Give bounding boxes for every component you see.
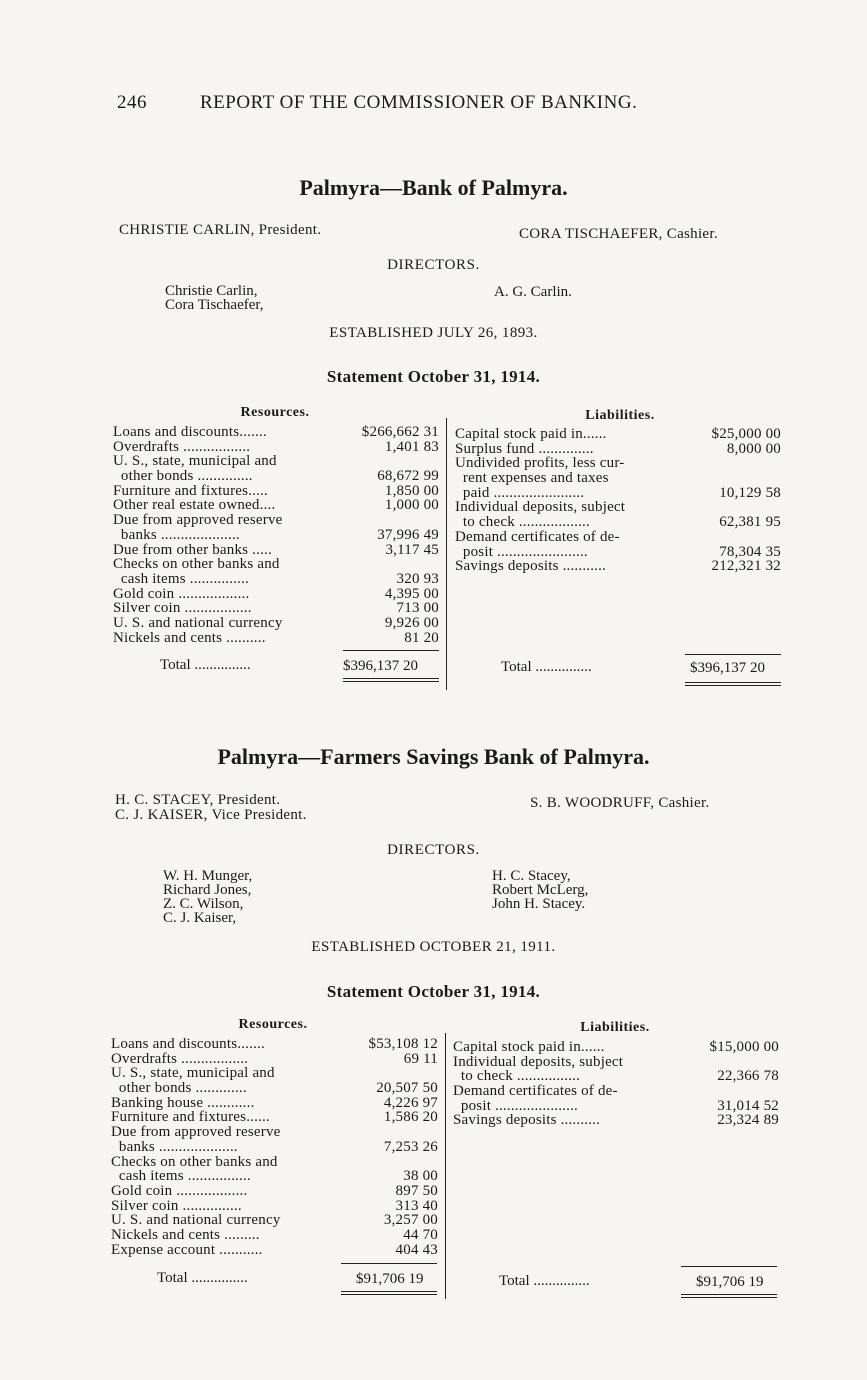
- row-amount: $15,000 00: [709, 1039, 779, 1055]
- row-label: to check ..................: [455, 514, 590, 531]
- row-label: posit .....................: [453, 1097, 578, 1114]
- row-amount: $53,108 12: [368, 1036, 438, 1052]
- table-row: [453, 1040, 779, 1055]
- row-label: Expense account ...........: [111, 1241, 263, 1258]
- director-name: H. C. Stacey,: [492, 868, 571, 884]
- subtotal-rule: [685, 654, 781, 655]
- row-amount: 10,129 58: [719, 484, 781, 501]
- table-row: [113, 454, 439, 469]
- row-label: Capital stock paid in......: [453, 1039, 605, 1055]
- row-label: Loans and discounts.......: [113, 424, 267, 440]
- row-amount: 38 00: [403, 1168, 438, 1185]
- row-amount: $25,000 00: [711, 426, 781, 442]
- row-label: Furniture and fixtures.....: [113, 482, 268, 499]
- bank-1-resources-table: [113, 425, 439, 645]
- table-row: [113, 469, 439, 484]
- row-amount: 44 70: [403, 1226, 438, 1243]
- row-label: Gold coin ..................: [113, 585, 250, 602]
- row-amount: 23,324 89: [717, 1112, 779, 1129]
- row-amount: 7,253 26: [383, 1138, 438, 1155]
- row-label: Checks on other banks and: [113, 556, 280, 573]
- row-label: to check ................: [453, 1068, 581, 1085]
- row-label: Furniture and fixtures......: [111, 1109, 270, 1126]
- bank-2-resources-table: [111, 1037, 438, 1257]
- running-head: REPORT OF THE COMMISSIONER OF BANKING.: [200, 92, 638, 113]
- row-label: Capital stock paid in......: [455, 426, 607, 442]
- total-double-rule: [341, 1291, 437, 1295]
- row-amount: 69 11: [403, 1050, 438, 1067]
- director-name: Cora Tischaefer,: [165, 297, 264, 313]
- director-name: Christie Carlin,: [165, 283, 258, 299]
- row-label: Banking house ............: [111, 1094, 255, 1111]
- row-label: Nickels and cents .........: [111, 1226, 260, 1243]
- table-row: [113, 572, 439, 587]
- table-row: [455, 559, 781, 574]
- row-label: Demand certificates of de-: [455, 528, 620, 545]
- bank-1-directors-right: [494, 285, 572, 299]
- table-row: [111, 1081, 438, 1096]
- bank-1-liabilities-total: $396,137 20: [690, 660, 765, 676]
- row-amount: 81 20: [404, 629, 439, 646]
- table-row: [113, 631, 439, 646]
- row-label: Savings deposits ..........: [453, 1112, 601, 1129]
- row-amount: 3,117 45: [385, 541, 439, 558]
- row-label: Other real estate owned....: [113, 497, 276, 514]
- table-row: [453, 1113, 779, 1128]
- row-amount: 68,672 99: [377, 468, 439, 485]
- row-label: Gold coin ..................: [111, 1182, 248, 1199]
- table-row: [111, 1140, 438, 1155]
- table-row: [113, 498, 439, 513]
- row-amount: 31,014 52: [717, 1097, 779, 1114]
- row-amount: 212,321 32: [711, 558, 781, 575]
- table-row: [113, 528, 439, 543]
- total-double-rule: [343, 678, 439, 682]
- row-amount: 1,401 83: [384, 438, 439, 455]
- bank-2-directors-left: [163, 869, 252, 925]
- subtotal-rule: [681, 1266, 777, 1267]
- bank-1-resources-total: $396,137 20: [343, 658, 418, 674]
- row-label: posit .......................: [455, 543, 588, 560]
- row-label: U. S., state, municipal and: [113, 453, 277, 470]
- row-label: Nickels and cents ..........: [113, 629, 266, 646]
- bank-1-established: ESTABLISHED JULY 26, 1893.: [329, 325, 538, 341]
- row-label: Individual deposits, subject: [455, 499, 626, 516]
- table-row: [111, 1228, 438, 1243]
- row-amount: 313 40: [395, 1197, 438, 1214]
- table-row: [111, 1243, 438, 1258]
- bank-1-cashier: CORA TISCHAEFER, Cashier.: [519, 226, 718, 242]
- bank-1-directors-heading: DIRECTORS.: [387, 257, 480, 273]
- row-label: U. S. and national currency: [111, 1212, 281, 1229]
- row-label: other bonds ..............: [113, 468, 253, 485]
- bank-1-directors-left: [165, 284, 264, 312]
- row-amount: 3,257 00: [383, 1212, 438, 1229]
- bank-1-president: CHRISTIE CARLIN, President.: [119, 222, 322, 238]
- bank-1-liabilities-table: [455, 427, 781, 574]
- table-row: [113, 601, 439, 616]
- row-label: banks ....................: [111, 1138, 238, 1155]
- table-row: [111, 1184, 438, 1199]
- row-label: Silver coin ...............: [111, 1197, 242, 1214]
- table-row: [111, 1169, 438, 1184]
- table-row: [111, 1199, 438, 1214]
- table-row: [453, 1069, 779, 1084]
- row-label: Due from approved reserve: [113, 512, 283, 529]
- row-label: rent expenses and taxes: [455, 470, 609, 487]
- row-amount: 9,926 00: [384, 614, 439, 631]
- row-amount: 22,366 78: [717, 1068, 779, 1085]
- total-double-rule: [681, 1294, 777, 1298]
- column-divider: [445, 1033, 446, 1299]
- director-name: C. J. Kaiser,: [163, 910, 237, 926]
- column-divider: [446, 418, 447, 690]
- bank-2-resources-total-label: Total ...............: [157, 1270, 248, 1286]
- table-row: [453, 1099, 779, 1114]
- row-amount: 713 00: [396, 600, 439, 617]
- table-row: [113, 543, 439, 558]
- row-amount: 897 50: [395, 1182, 438, 1199]
- row-label: paid .......................: [455, 484, 585, 501]
- table-row: [113, 587, 439, 602]
- table-row: [113, 425, 439, 440]
- table-row: [453, 1055, 779, 1070]
- row-label: U. S. and national currency: [113, 614, 283, 631]
- bank-1-liabilities-heading: Liabilities.: [585, 408, 655, 423]
- table-row: [111, 1125, 438, 1140]
- row-amount: $266,662 31: [361, 424, 439, 440]
- subtotal-rule: [341, 1263, 437, 1264]
- row-amount: 404 43: [395, 1241, 438, 1258]
- row-label: Demand certificates of de-: [453, 1083, 618, 1100]
- director-name: Z. C. Wilson,: [163, 896, 244, 912]
- table-row: [113, 440, 439, 455]
- director-name: A. G. Carlin.: [494, 284, 572, 300]
- row-amount: 37,996 49: [377, 526, 439, 543]
- row-label: Overdrafts .................: [113, 438, 251, 455]
- director-name: John H. Stacey.: [492, 896, 586, 912]
- row-amount: 4,226 97: [383, 1094, 438, 1111]
- row-label: banks ....................: [113, 526, 240, 543]
- row-amount: 320 93: [396, 570, 439, 587]
- table-row: [113, 557, 439, 572]
- row-label: Undivided profits, less cur-: [455, 455, 625, 472]
- director-name: W. H. Munger,: [163, 868, 253, 884]
- row-amount: 1,850 00: [384, 482, 439, 499]
- row-amount: 62,381 95: [719, 514, 781, 531]
- bank-2-established: ESTABLISHED OCTOBER 21, 1911.: [311, 939, 556, 955]
- row-label: U. S., state, municipal and: [111, 1065, 275, 1082]
- row-label: Silver coin .................: [113, 600, 252, 617]
- row-amount: 1,000 00: [384, 497, 439, 514]
- row-amount: 4,395 00: [384, 585, 439, 602]
- row-amount: 8,000 00: [726, 440, 781, 457]
- bank-2-liabilities-table: [453, 1040, 779, 1128]
- table-row: [455, 486, 781, 501]
- bank-1-title: Palmyra—Bank of Palmyra.: [299, 175, 568, 200]
- bank-2-vice-president: C. J. KAISER, Vice President.: [115, 807, 307, 823]
- bank-2-resources-heading: Resources.: [238, 1017, 308, 1032]
- table-row: [111, 1096, 438, 1111]
- row-label: Surplus fund ..............: [455, 440, 594, 457]
- row-label: Due from approved reserve: [111, 1124, 281, 1141]
- row-label: Savings deposits ...........: [455, 558, 607, 575]
- bank-1-statement-date: Statement October 31, 1914.: [326, 367, 541, 386]
- bank-2-resources-total: $91,706 19: [356, 1271, 424, 1287]
- table-row: [113, 484, 439, 499]
- row-label: Due from other banks .....: [113, 541, 272, 558]
- table-row: [455, 456, 781, 471]
- table-row: [455, 442, 781, 457]
- row-label: cash items ................: [111, 1168, 251, 1185]
- table-row: [455, 545, 781, 560]
- bank-2-statement-date: Statement October 31, 1914.: [326, 982, 541, 1001]
- bank-2-liabilities-heading: Liabilities.: [580, 1020, 650, 1035]
- row-amount: 78,304 35: [719, 543, 781, 560]
- bank-2-liabilities-total-label: Total ...............: [499, 1273, 590, 1289]
- total-double-rule: [685, 682, 781, 686]
- row-amount: 1,586 20: [383, 1109, 438, 1126]
- row-label: Checks on other banks and: [111, 1153, 278, 1170]
- table-row: [111, 1066, 438, 1081]
- page-number: 246: [117, 92, 147, 113]
- bank-2-cashier: S. B. WOODRUFF, Cashier.: [530, 795, 710, 811]
- table-row: [453, 1084, 779, 1099]
- bank-1-resources-heading: Resources.: [240, 405, 310, 420]
- bank-2-liabilities-total: $91,706 19: [696, 1274, 764, 1290]
- table-row: [111, 1052, 438, 1067]
- table-row: [455, 500, 781, 515]
- row-label: cash items ...............: [113, 570, 250, 587]
- director-name: Richard Jones,: [163, 882, 252, 898]
- table-row: [455, 515, 781, 530]
- row-label: Individual deposits, subject: [453, 1053, 624, 1070]
- row-amount: 20,507 50: [376, 1080, 438, 1097]
- bank-2-directors-heading: DIRECTORS.: [387, 842, 480, 858]
- table-row: [113, 616, 439, 631]
- bank-1-liabilities-total-label: Total ...............: [501, 659, 592, 675]
- table-row: [111, 1155, 438, 1170]
- table-row: [111, 1037, 438, 1052]
- table-row: [455, 530, 781, 545]
- row-label: Overdrafts .................: [111, 1050, 249, 1067]
- bank-2-president: H. C. STACEY, President.: [115, 792, 281, 808]
- bank-2-directors-right: [492, 869, 588, 911]
- bank-1-resources-total-label: Total ...............: [160, 657, 251, 673]
- table-row: [111, 1213, 438, 1228]
- director-name: Robert McLerg,: [492, 882, 589, 898]
- table-row: [455, 427, 781, 442]
- table-row: [111, 1110, 438, 1125]
- row-label: Loans and discounts.......: [111, 1036, 265, 1052]
- table-row: [113, 513, 439, 528]
- row-label: other bonds .............: [111, 1080, 247, 1097]
- bank-2-title: Palmyra—Farmers Savings Bank of Palmyra.: [217, 744, 650, 769]
- subtotal-rule: [343, 650, 439, 651]
- table-row: [455, 471, 781, 486]
